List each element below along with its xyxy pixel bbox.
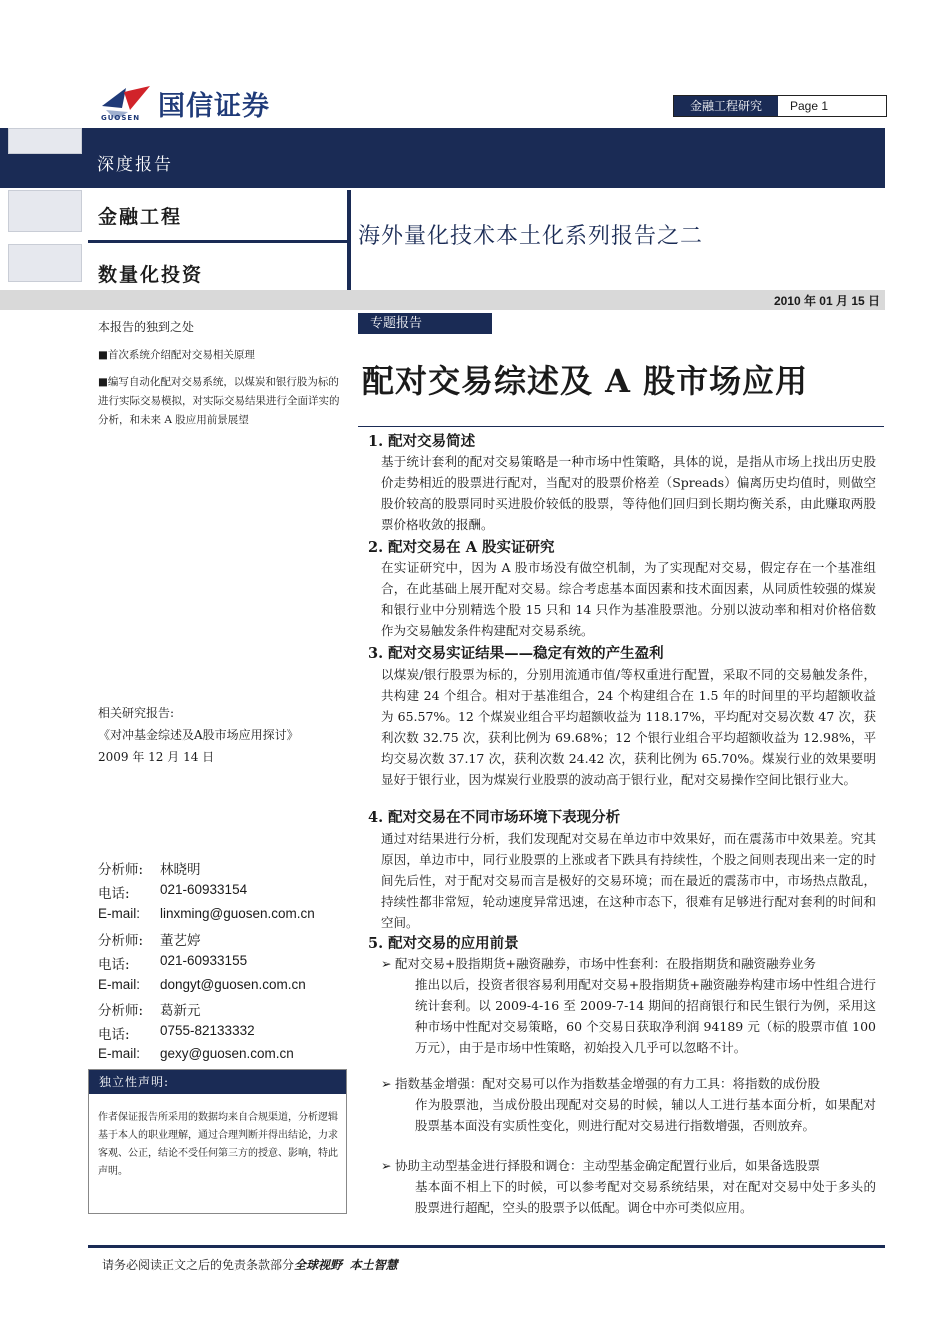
page-number: Page 1 — [790, 99, 829, 113]
section-body: 以煤炭/银行股票为标的，分别用流通市值/等权重进行配置，采取不同的交易触发条件，共构建 24 个组合。相对于基准组合，24 个构建组合在 1.5 年的时间里的平均超额收益为 65.57%。12 个煤炭业组合平均超额收益为 118.17%，平均配对交易次数 47 次，获利次数 32.75 次，获利比例为 69.68%；12 个银行业组合平均超额收益为 12.98%，平均交易次数 37.17 次，获利次数 24.42 次，获利比例为 65.70%。煤炭行业的效果要明显好于银行业，因为煤炭行业股票的波动高于银行业，配对交易操作空间比银行业大。 — [381, 667, 876, 787]
arrow-bullet-icon: ➢ — [381, 1076, 392, 1091]
slogan: 本土智慧 — [349, 1258, 398, 1272]
application-item: ➢ 协助主动型基金进行择股和调仓：主动型基金确定配置行业后，如果备选股票 基本面不相上下的时候，可以参考配对交易系统结果，对在配对交易中处于多头的股票进行超配，空头的股票予以低配。调仓中亦可类似应用。 — [381, 1155, 876, 1218]
report-type: 深度报告 — [97, 155, 173, 175]
highlights-title: 本报告的独到之处 — [98, 320, 195, 334]
analyst-email: E-mail: gexy@guosen.com.cn — [98, 1046, 294, 1061]
arrow-bullet-icon: ➢ — [381, 956, 392, 971]
related-date: 2009 年 12 月 14 日 — [98, 750, 215, 764]
topic-tag: 专题报告 — [358, 313, 492, 334]
slogan: 全球视野 — [294, 1258, 343, 1272]
analyst-phone: 电话: 021-60933155 — [98, 953, 248, 973]
analyst-email: E-mail: dongyt@guosen.com.cn — [98, 977, 306, 992]
analyst-name: 分析师: 林晓明 — [98, 862, 201, 878]
application-item: ➢ 指数基金增强：配对交易可以作为指数基金增强的有力工具：将指数的成份股 作为股票池，当成份股出现配对交易的时候，辅以人工进行基本面分析，如果配对股票基本面没有实质性变化，则进行配对交易进行指数增强，否则放弃。 — [381, 1073, 876, 1136]
footer-divider — [88, 1245, 885, 1248]
footer-disclaimer: 请务必阅读正文之后的免责条款部分全球视野 本土智慧 — [102, 1258, 398, 1272]
section-body: 通过对结果进行分析，我们发现配对交易在单边市中效果好，而在震荡市中效果差。究其原因，单边市中，同行业股票的上涨或者下跌具有持续性，个股之间则表现出来一定的时间先后性，对于配对交易而言是极好的交易环境；而在最近的震荡市中，市场热点散乱，持续性都非常短，轮动速度异常迅速，在这种市态下，很难有足够进行配对套利的时间和空间。 — [381, 831, 876, 930]
decor-cell — [8, 244, 82, 282]
highlight-item: ■首次系统介绍配对交易相关原理 — [98, 349, 255, 361]
logo-subtext: GUOSEN — [101, 114, 141, 122]
logo-text: 国信证券 — [158, 91, 270, 122]
section-body: 在实证研究中，因为 A 股市场没有做空机制，为了实现配对交易，假定存在一个基准组合，在此基础上展开配对交易。综合考虑基本面因素和技术面因素，从同质性较强的煤炭和银行业中分别精选个股 15 只和 14 只作为基准股票池。分别以波动率和相对价格倍数作为交易触发条件构建配对交易系统。 — [381, 560, 876, 638]
section-heading: 1. 配对交易简述 — [368, 433, 476, 450]
declaration-title: 独立性声明: — [89, 1070, 346, 1094]
analyst-name: 分析师: 葛新元 — [98, 1003, 201, 1019]
divider — [88, 240, 350, 243]
section-heading: 5. 配对交易的应用前景 — [368, 935, 519, 952]
section-body: 基于统计套利的配对交易策略是一种市场中性策略，具体的说，是指从市场上找出历史股价走势相近的股票进行配对，当配对的股票价格差（Spreads）偏离历史均值时，则做空股价较高的股票同时买进股价较低的股票，等待他们回归到长期均衡关系，由此赚取两股票价格收敛的报酬。 — [381, 454, 876, 532]
decor-cell — [8, 128, 82, 154]
main-title: 配对交易综述及 A 股市场应用 — [362, 362, 809, 400]
department-label: 金融工程研究 — [674, 96, 778, 116]
analyst-phone: 电话: 021-60933154 — [98, 882, 248, 902]
independence-declaration — [88, 1069, 347, 1214]
series-title: 海外量化技术本土化系列报告之二 — [358, 224, 704, 249]
section-heading: 4. 配对交易在不同市场环境下表现分析 — [368, 809, 621, 826]
section-heading: 3. 配对交易实证结果——稳定有效的产生盈利 — [368, 645, 664, 662]
report-date: 2010 年 01 月 15 日 — [773, 294, 880, 308]
subsector-box — [88, 244, 347, 292]
highlight-item: ■编写自动化配对交易系统，以煤炭和银行股为标的进行实际交易模拟，对实际交易结果进行全面详实的分析，和未来 A 股应用前景展望 — [98, 376, 340, 426]
sector-box — [88, 190, 347, 240]
related-reports — [98, 702, 343, 768]
arrow-bullet-icon: ➢ — [381, 1158, 392, 1173]
date-band — [0, 290, 885, 310]
sector-label: 金融工程 — [98, 206, 183, 228]
declaration-body: 作者保证报告所采用的数据均来自合规渠道，分析逻辑基于本人的职业理解，通过合理判断并得出结论，力求客观、公正，结论不受任何第三方的授意、影响，特此声明。 — [98, 1112, 338, 1177]
subsector-label: 数量化投资 — [98, 264, 204, 286]
page-indicator — [673, 95, 887, 117]
decor-cell — [8, 190, 82, 232]
analyst-phone: 电话: 0755-82133332 — [98, 1023, 255, 1043]
application-item: ➢ 配对交易+股指期货+融资融券，市场中性套利：在股指期货和融资融券业务 推出以后，投资者很容易利用配对交易+股指期货+融资融券构建市场中性组合进行统计套利。以 2009-4-16 至 2009-7-14 期间的招商银行和民生银行为例，采用这种市场中性配对交易策略，60 个交易日获取净利润 94189 元（标的股票市值 100 万元），由于是市场中性策略，初始投入几乎可以忽略不计。 — [381, 953, 876, 1058]
divider — [347, 190, 351, 294]
related-report-link[interactable]: 《对冲基金综述及A股市场应用探讨》 — [98, 728, 299, 742]
analyst-name: 分析师: 董艺婷 — [98, 933, 201, 949]
divider — [358, 426, 884, 427]
section-heading: 2. 配对交易在 A 股实证研究 — [368, 539, 555, 556]
related-label: 相关研究报告: — [98, 706, 175, 720]
analyst-email: E-mail: linxming@guosen.com.cn — [98, 906, 315, 921]
